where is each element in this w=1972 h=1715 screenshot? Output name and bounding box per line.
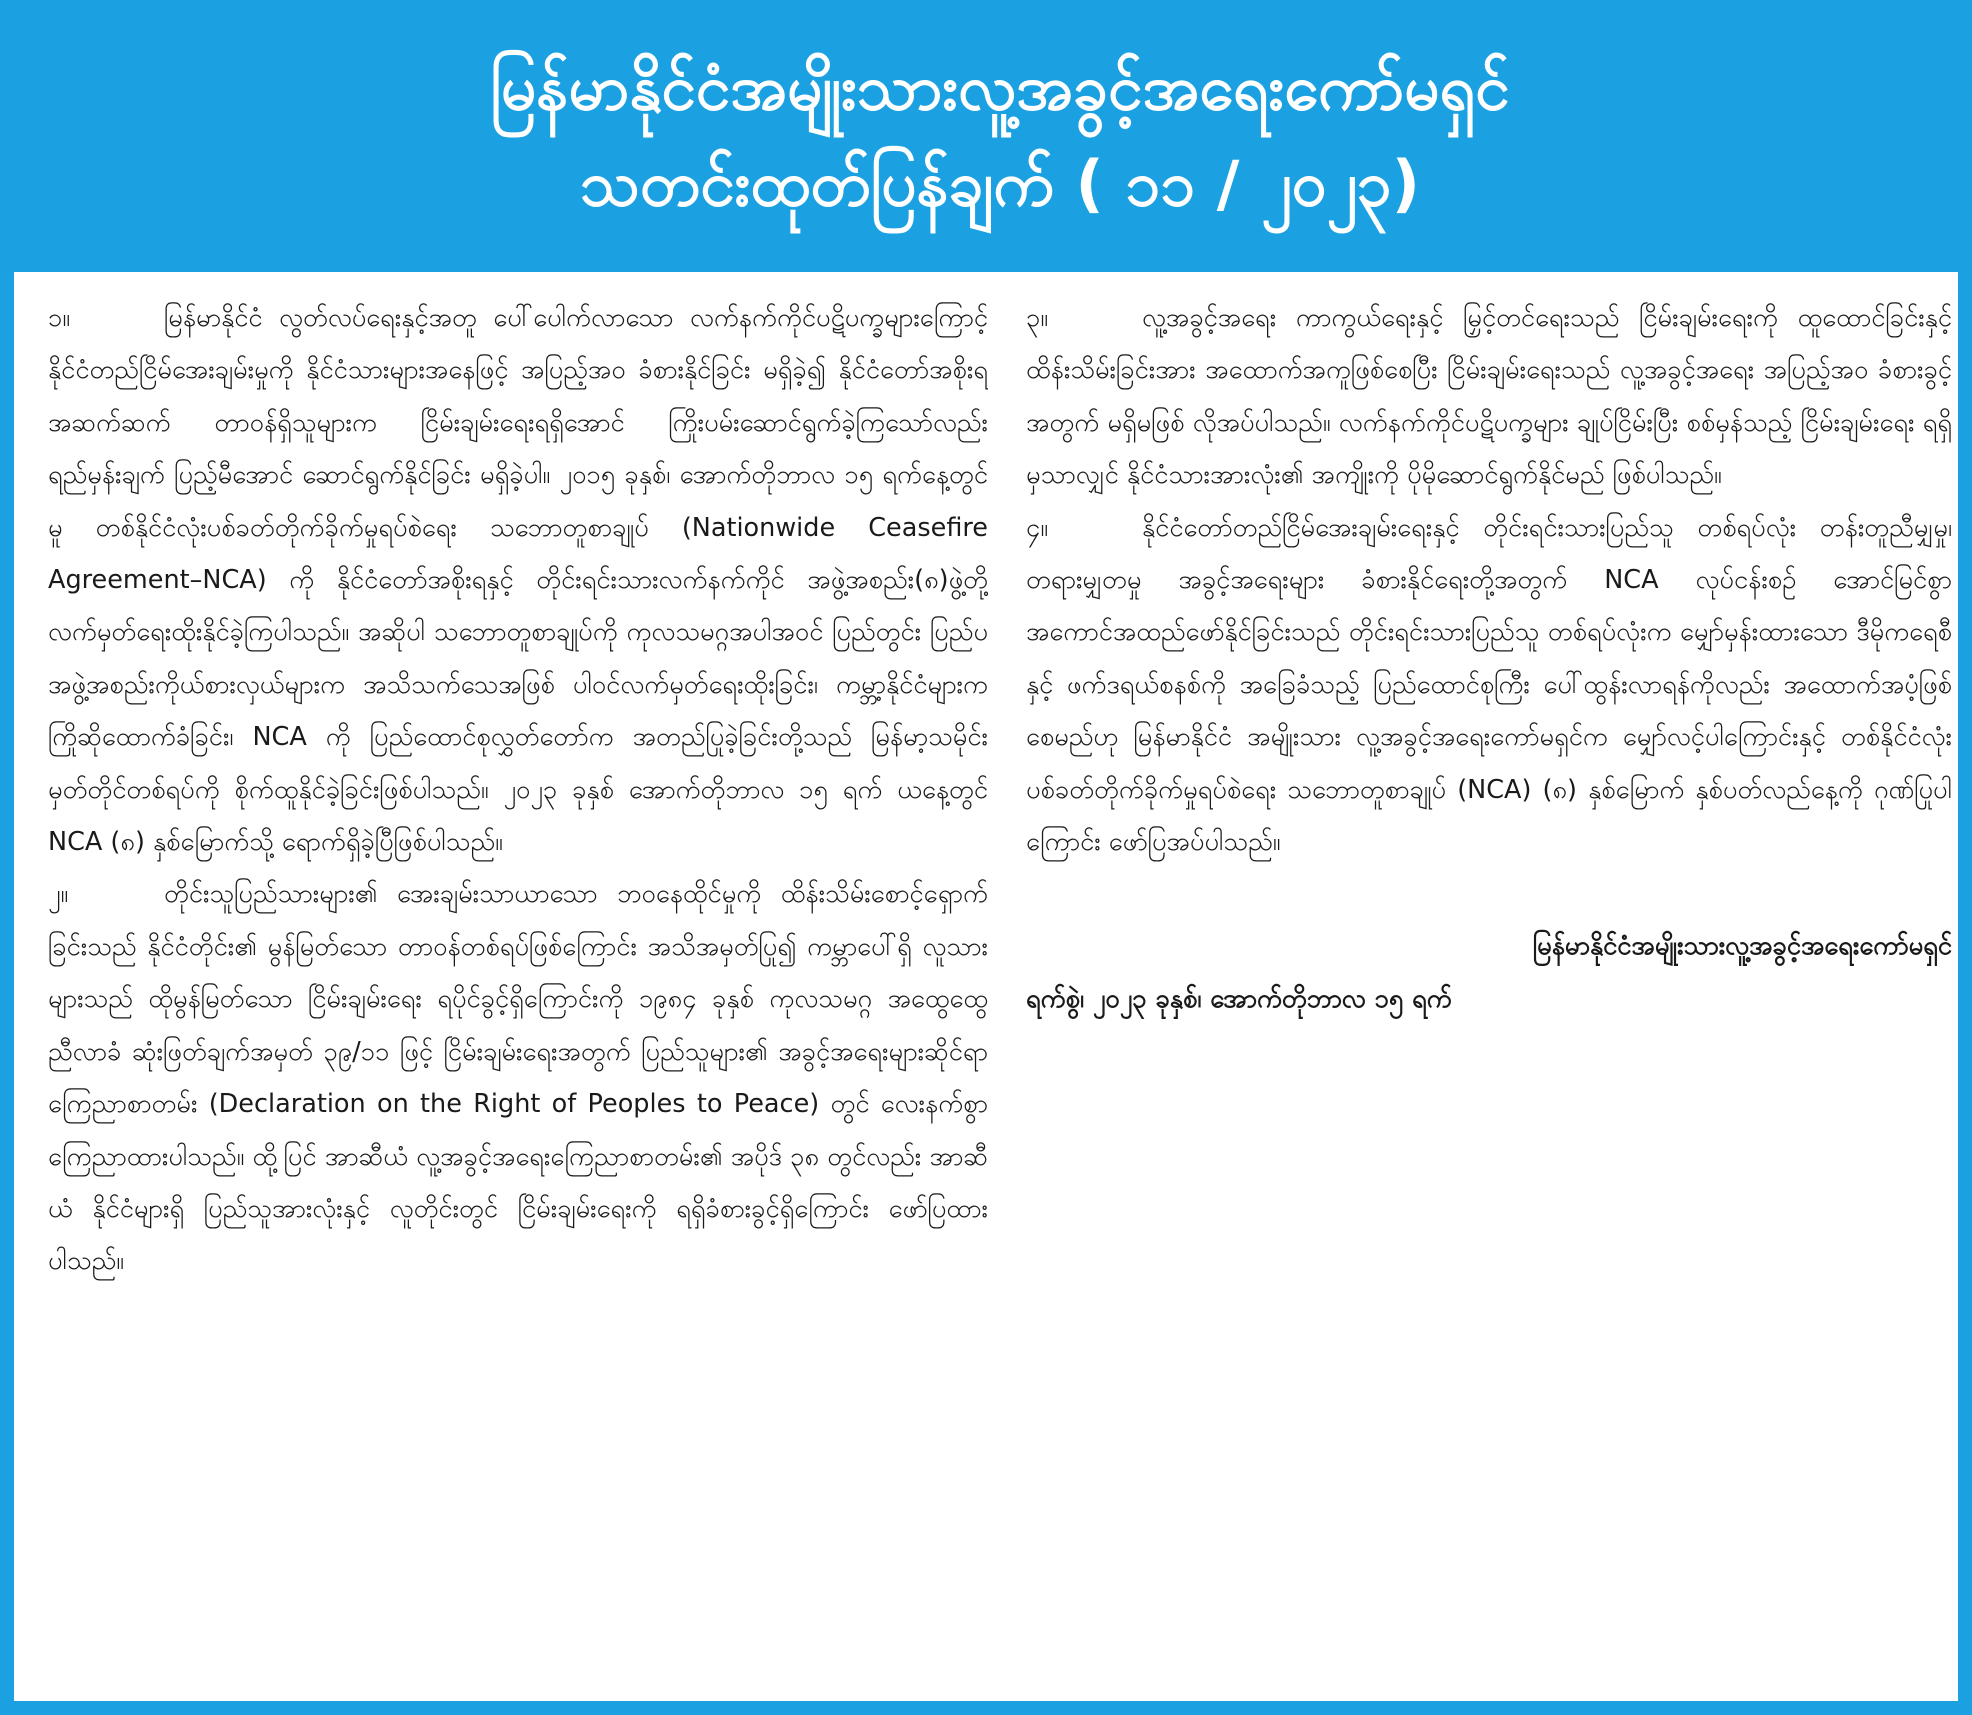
paragraph-text: လူ့အခွင့်အရေး ကာကွယ်ရေးနှင့် မြှင့်တင်ရေးသည် ငြိမ်းချမ်းရေးကို ထူထောင်ခြင်းနှင့် ထိန်းသိမ်းခြင်းအား အထောက်အကူဖြစ်စေပြီး ငြိမ်းချမ်းရေးသည် လူ့အခွင့်အရေး အပြည့်အဝ ခံစားခွင့်အတွက် မရှိမဖြစ် လိုအပ်ပါသည်။ လက်နက်ကိုင်ပဋိပက္ခများ ချုပ်ငြိမ်းပြီး စစ်မှန်သည့် ငြိမ်းချမ်းရေး ရရှိမှသာလျှင် နိုင်ငံသားအားလုံး၏ အကျိုးကို ပိုမိုဆောင်ရွက်နိုင်မည် ဖြစ်ပါသည်။ (1026, 303, 1952, 491)
paragraph-1 (48, 292, 988, 868)
paragraph-text: မြန်မာနိုင်ငံ လွတ်လပ်ရေးနှင့်အတူ ပေါ်ပေါက်လာသော လက်နက်ကိုင်ပဋိပက္ခများကြောင့် နိုင်ငံတည်ငြိမ်အေးချမ်းမှုကို နိုင်ငံသားများအနေဖြင့် အပြည့်အဝ ခံစားနိုင်ခြင်း မရှိခဲ့၍ နိုင်ငံတော်အစိုးရအဆက်ဆက် တာဝန်ရှိသူများက ငြိမ်းချမ်းရေးရရှိအောင် ကြိုးပမ်းဆောင်ရွက်ခဲ့ကြသော်လည်း ရည်မှန်းချက် ပြည့်မီအောင် ဆောင်ရွက်နိုင်ခြင်း မရှိခဲ့ပါ။ ၂၀၁၅ ခုနှစ်၊ အောက်တိုဘာလ ၁၅ ရက်နေ့တွင်မူ တစ်နိုင်ငံလုံးပစ်ခတ်တိုက်ခိုက်မှုရပ်စဲရေး သဘောတူစာချုပ် (Nationwide Ceasefire Agreement–NCA) ကို နိုင်ငံတော်အစိုးရနှင့် တိုင်းရင်းသားလက်နက်ကိုင် အဖွဲ့အစည်း(၈)ဖွဲ့တို့ လက်မှတ်ရေးထိုးနိုင်ခဲ့ကြပါသည်။ အဆိုပါ သဘောတူစာချုပ်ကို ကုလသမဂ္ဂအပါအဝင် ပြည်တွင်း ပြည်ပ အဖွဲ့အစည်းကိုယ်စားလှယ်များက အသိသက်သေအဖြစ် ပါဝင်လက်မှတ်ရေးထိုးခြင်း၊ ကမ္ဘာ့နိုင်ငံများကကြိုဆိုထောက်ခံခြင်း၊ NCA ကို ပြည်ထောင်စုလွှတ်တော်က အတည်ပြုခဲ့ခြင်းတို့သည် မြန်မာ့သမိုင်းမှတ်တိုင်တစ်ရပ်ကို စိုက်ထူနိုင်ခဲ့ခြင်းဖြစ်ပါသည်။ ၂၀၂၃ ခုနှစ် အောက်တိုဘာလ ၁၅ ရက် ယနေ့တွင် NCA (၈) နှစ်မြောက်သို့ ရောက်ရှိခဲ့ပြီဖြစ်ပါသည်။ (48, 303, 988, 858)
paragraph-number: ၂။ (48, 879, 69, 910)
right-column (1026, 292, 1952, 1682)
body-columns (48, 292, 1952, 1682)
left-column (48, 292, 988, 1682)
paragraph-4 (1026, 502, 1952, 869)
signature-block (1026, 920, 1952, 1025)
paragraph-text: နိုင်ငံတော်တည်ငြိမ်အေးချမ်းရေးနှင့် တိုင်းရင်းသားပြည်သူ တစ်ရပ်လုံး တန်းတူညီမျှမှု၊ တရားမျှတမှု အခွင့်အရေးများ ခံစားနိုင်ရေးတို့အတွက် NCA လုပ်ငန်းစဉ် အောင်မြင်စွာ အကောင်အထည်ဖော်နိုင်ခြင်းသည် တိုင်းရင်းသားပြည်သူ တစ်ရပ်လုံးက မျှော်မှန်းထားသော ဒီမိုကရေစီနှင့် ဖက်ဒရယ်စနစ်ကို အခြေခံသည့် ပြည်ထောင်စုကြီး ပေါ်ထွန်းလာရန်ကိုလည်း အထောက်အပံ့ဖြစ်စေမည်ဟု မြန်မာနိုင်ငံ အမျိုးသား လူ့အခွင့်အရေးကော်မရှင်က မျှော်လင့်ပါကြောင်းနှင့် တစ်နိုင်ငံလုံးပစ်ခတ်တိုက်ခိုက်မှုရပ်စဲရေး သဘောတူစာချုပ် (NCA) (၈) နှစ်မြောက် နှစ်ပတ်လည်နေ့ကို ဂုဏ်ပြုပါကြောင်း ဖော်ပြအပ်ပါသည်။ (1026, 512, 1952, 858)
page-subtitle: သတင်းထုတ်ပြန်ချက် ( ၁၁ / ၂၀၂၃) (579, 147, 1421, 220)
header-banner (14, 0, 1972, 272)
page-title: မြန်မာနိုင်ငံအမျိုးသားလူ့အခွင့်အရေးကော်မရှင် (490, 51, 1510, 124)
signature-organization: မြန်မာနိုင်ငံအမျိုးသားလူ့အခွင့်အရေးကော်မရှင် (1532, 931, 1952, 962)
paragraph-number: ၁။ (48, 303, 71, 333)
paragraph-2 (48, 868, 988, 1287)
paragraph-3 (1026, 292, 1952, 502)
signature-date: ရက်စွဲ၊ ၂၀၂၃ ခုနှစ်၊ အောက်တိုဘာလ ၁၅ ရက် (1026, 983, 1452, 1014)
paragraph-number: ၄။ (1026, 512, 1049, 543)
paragraph-number: ၃။ (1026, 303, 1049, 333)
paragraph-text: တိုင်းသူပြည်သားများ၏ အေးချမ်းသာယာသော ဘဝနေထိုင်မှုကို ထိန်းသိမ်းစောင့်ရှောက်ခြင်းသည် နိုင်ငံတိုင်း၏ မွန်မြတ်သော တာဝန်တစ်ရပ်ဖြစ်ကြောင်း အသိအမှတ်ပြု၍ ကမ္ဘာပေါ်ရှိ လူသားများသည် ထိုမွန်မြတ်သော ငြိမ်းချမ်းရေး ရပိုင်ခွင့်ရှိကြောင်းကို ၁၉၈၄ ခုနှစ် ကုလသမဂ္ဂ အထွေထွေညီလာခံ ဆုံးဖြတ်ချက်အမှတ် ၃၉/၁၁ ဖြင့် ငြိမ်းချမ်းရေးအတွက် ပြည်သူများ၏ အခွင့်အရေးများဆိုင်ရာ ကြေညာစာတမ်း (Declaration on the Right of Peoples to Peace) တွင် လေးနက်စွာ ကြေညာထားပါသည်။ ထို့ပြင် အာဆီယံ လူ့အခွင့်အရေးကြေညာစာတမ်း၏ အပိုဒ် ၃၈ တွင်လည်း အာဆီယံ နိုင်ငံများရှိ ပြည်သူအားလုံးနှင့် လူတိုင်းတွင် ငြိမ်းချမ်းရေးကို ရရှိခံစားခွင့်ရှိကြောင်း ဖော်ပြထားပါသည်။ (48, 879, 988, 1277)
